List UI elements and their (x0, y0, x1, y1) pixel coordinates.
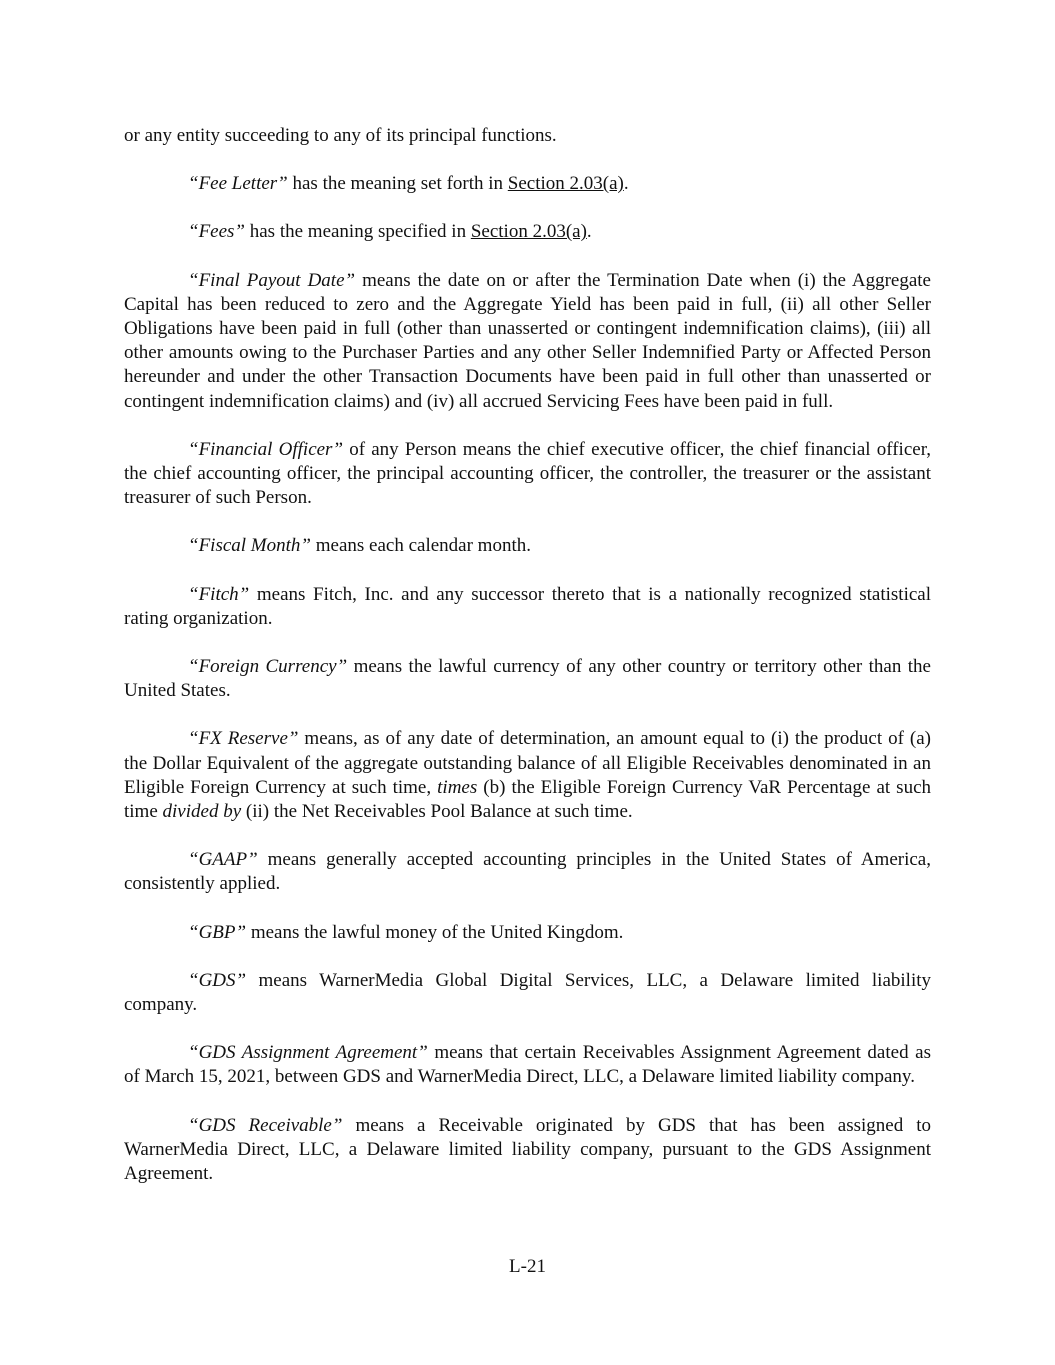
defined-term: “GDS Assignment Agreement” (188, 1042, 428, 1064)
defined-term: “GAAP” (188, 849, 258, 871)
definition-gds-assignment-agreement: “GDS Assignment Agreement” means that certain Receivables Assignment Agreement dated as of March 15, 2021, between GDS and WarnerMedia Direct, LLC, a Delaware limited liability company. (124, 1042, 931, 1088)
definition-fee-letter: “Fee Letter” has the meaning set forth in Section 2.03(a). (188, 173, 629, 195)
document-page (124, 124, 931, 1210)
defined-term: “Fiscal Month” (188, 535, 311, 557)
emphasis-times: times (437, 776, 478, 798)
definition-gds-receivable: “GDS Receivable” means a Receivable originated by GDS that has been assigned to WarnerMedia Direct, LLC, a Delaware limited liability company, pursuant to the GDS Assignment Agreement. (124, 1114, 931, 1185)
defined-term: “Fee Letter” (188, 173, 288, 195)
intro-paragraph: or any entity succeeding to any of its principal functions. (124, 125, 557, 146)
defined-term: “Fees” (188, 221, 245, 243)
section-reference: Section 2.03(a) (507, 173, 624, 195)
defined-term: “GDS Receivable” (188, 1114, 343, 1136)
definition-gaap: “GAAP” means generally accepted accounting principles in the United States of America, consistently applied. (124, 849, 931, 895)
defined-term: “GBP” (188, 921, 247, 943)
emphasis-divided-by: divided by (162, 801, 242, 823)
definition-foreign-currency: “Foreign Currency” means the lawful currency of any other country or territory other than the United States. (124, 656, 931, 702)
defined-term: “GDS” (188, 969, 247, 991)
definition-fitch: “Fitch” means Fitch, Inc. and any successor thereto that is a nationally recognized statistical rating organization. (124, 583, 931, 629)
definition-financial-officer: “Financial Officer” of any Person means the chief executive officer, the chief financial officer, the chief accounting officer, the principal accounting officer, the controller, the treasurer or the assistant treasurer of such Person. (124, 438, 932, 509)
defined-term: “Foreign Currency” (188, 656, 348, 678)
defined-term: “FX Reserve” (188, 728, 299, 750)
section-reference: Section 2.03(a) (470, 221, 587, 243)
definition-gbp: “GBP” means the lawful money of the United Kingdom. (188, 921, 624, 943)
page-number: L-21 (509, 1256, 546, 1277)
defined-term: “Final Payout Date” (188, 269, 356, 291)
definition-fx-reserve: “FX Reserve” means, as of any date of determination, an amount equal to (i) the product of (a) the Dollar Equivalent of the aggregate outstanding balance of all Eligible Receivables denominated in an Eligible Foreign Currency at such time, times (b) the Eligible Foreign Currency VaR Percentage at such time divided by (ii) the Net Receivables Pool Balance at such time. (124, 728, 932, 823)
definition-fees: “Fees” has the meaning specified in Section 2.03(a). (188, 221, 592, 243)
defined-term: “Financial Officer” (188, 438, 344, 460)
definition-fiscal-month: “Fiscal Month” means each calendar month. (188, 535, 531, 557)
definition-gds: “GDS” means WarnerMedia Global Digital Services, LLC, a Delaware limited liability company. (124, 969, 931, 1016)
definition-final-payout-date: “Final Payout Date” means the date on or after the Termination Date when (i) the Aggregate Capital has been reduced to zero and the Aggregate Yield has been paid in full, (ii) all other Seller Obligations have been paid in full (other than unasserted or contingent indemnification claims), (iii) all other amounts owing to the Purchaser Parties and any other Seller Indemnified Party or Affected Person hereunder and under the other Transaction Documents have been paid in full other than unasserted or contingent indemnification claims) and (iv) all accrued Servicing Fees have been paid in full. (124, 269, 931, 412)
defined-term: “Fitch” (188, 583, 250, 605)
